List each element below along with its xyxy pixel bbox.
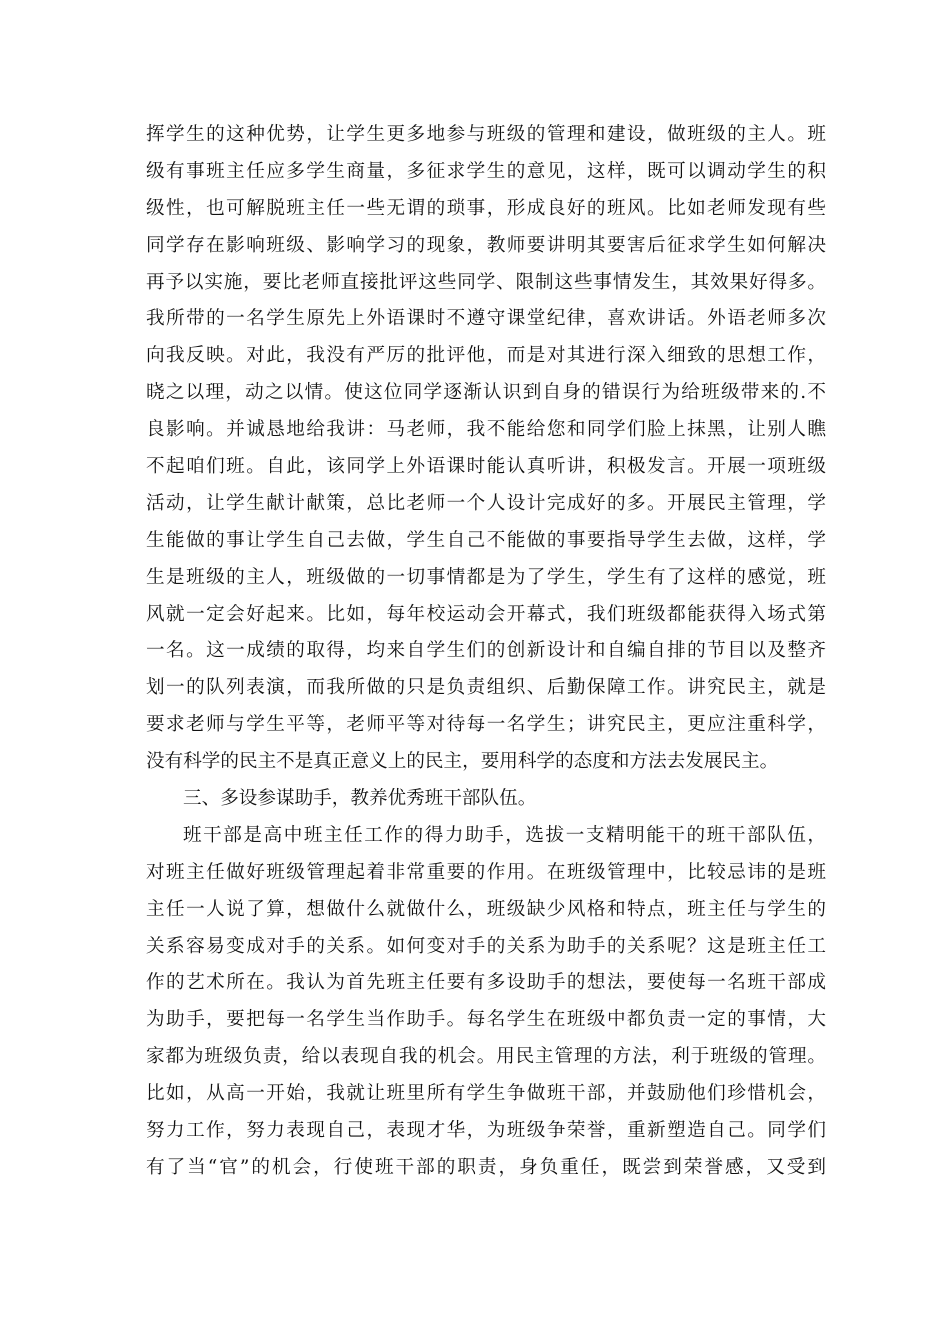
text-line: 家都为班级负责，给以表现自我的机会。用民主管理的方法，利于班级的管理。: [146, 1046, 826, 1068]
text-line: 同学存在影响班级、影响学习的现象，教师要讲明其要害后征求学生如何解决: [146, 234, 826, 256]
text-line: 我所带的一名学生原先上外语课时不遵守课堂纪律，喜欢讲话。外语老师多次: [146, 308, 826, 330]
text-line: 划一的队列表演，而我所做的只是负责组织、后勤保障工作。讲究民主，就是: [146, 677, 826, 699]
body-text: [146, 117, 826, 1187]
text-line: 不起咱们班。自此，该同学上外语课时能认真听讲，积极发言。开展一项班级: [146, 456, 826, 478]
text-line: 有了当“官”的机会，行使班干部的职责，身负重任，既尝到荣誉感，又受到: [146, 1156, 826, 1178]
text-line: 没有科学的民主不是真正意义上的民主，要用科学的态度和方法去发展民主。: [146, 751, 779, 773]
text-line: 向我反映。对此，我没有严厉的批评他，而是对其进行深入细致的思想工作，: [146, 345, 826, 367]
text-line: 对班主任做好班级管理起着非常重要的作用。在班级管理中，比较忌讳的是班: [146, 861, 826, 883]
section-heading: 三、多设参谋助手，教养优秀班干部队伍。: [183, 788, 537, 810]
text-line: 为助手，要把每一名学生当作助手。每名学生在班级中都负责一定的事情，大: [146, 1009, 826, 1031]
text-line: 挥学生的这种优势，让学生更多地参与班级的管理和建设，做班级的主人。班: [146, 124, 826, 145]
text-line: 再予以实施，要比老师直接批评这些同学、限制这些事情发生，其效果好得多。: [146, 271, 826, 293]
text-line: 活动，让学生献计献策，总比老师一个人设计完成好的多。开展民主管理，学: [146, 492, 826, 514]
text-line: 比如，从高一开始，我就让班里所有学生争做班干部，并鼓励他们珍惜机会，: [146, 1083, 826, 1105]
text-line: 一名。这一成绩的取得，均来自学生们的创新设计和自编自排的节目以及整齐: [146, 640, 826, 662]
text-line: 晓之以理，动之以情。使这位同学逐渐认识到自身的错误行为给班级带来的.不: [146, 382, 826, 404]
text-line: 级有事班主任应多学生商量，多征求学生的意见，这样，既可以调动学生的积: [146, 160, 826, 182]
text-line: 生能做的事让学生自己去做，学生自己不能做的事要指导学生去做，这样，学: [146, 529, 826, 551]
text-line: 努力工作，努力表现自己，表现才华，为班级争荣誉，重新塑造自己。同学们: [146, 1120, 826, 1142]
text-line: 主任一人说了算，想做什么就做什么，班级缺少风格和特点，班主任与学生的: [146, 898, 826, 920]
text-line: 关系容易变成对手的关系。如何变对手的关系为助手的关系呢？这是班主任工: [146, 935, 826, 957]
text-line: 良影响。并诚恳地给我讲：马老师，我不能给您和同学们脸上抹黑，让别人瞧: [146, 419, 826, 441]
text-line: 生是班级的主人，班级做的一切事情都是为了学生，学生有了这样的感觉，班: [146, 566, 826, 588]
text-line: 风就一定会好起来。比如，每年校运动会开幕式，我们班级都能获得入场式第: [146, 603, 826, 625]
text-line: 级性，也可解脱班主任一些无谓的琐事，形成良好的班风。比如老师发现有些: [146, 197, 826, 219]
paragraph-first-line: 班干部是高中班主任工作的得力助手，选拔一支精明能干的班干部队伍，: [183, 824, 826, 846]
text-line: 要求老师与学生平等，老师平等对待每一名学生；讲究民主，更应注重科学，: [146, 714, 826, 736]
text-line: 作的艺术所在。我认为首先班主任要有多设助手的想法，要使每一名班干部成: [146, 972, 826, 994]
